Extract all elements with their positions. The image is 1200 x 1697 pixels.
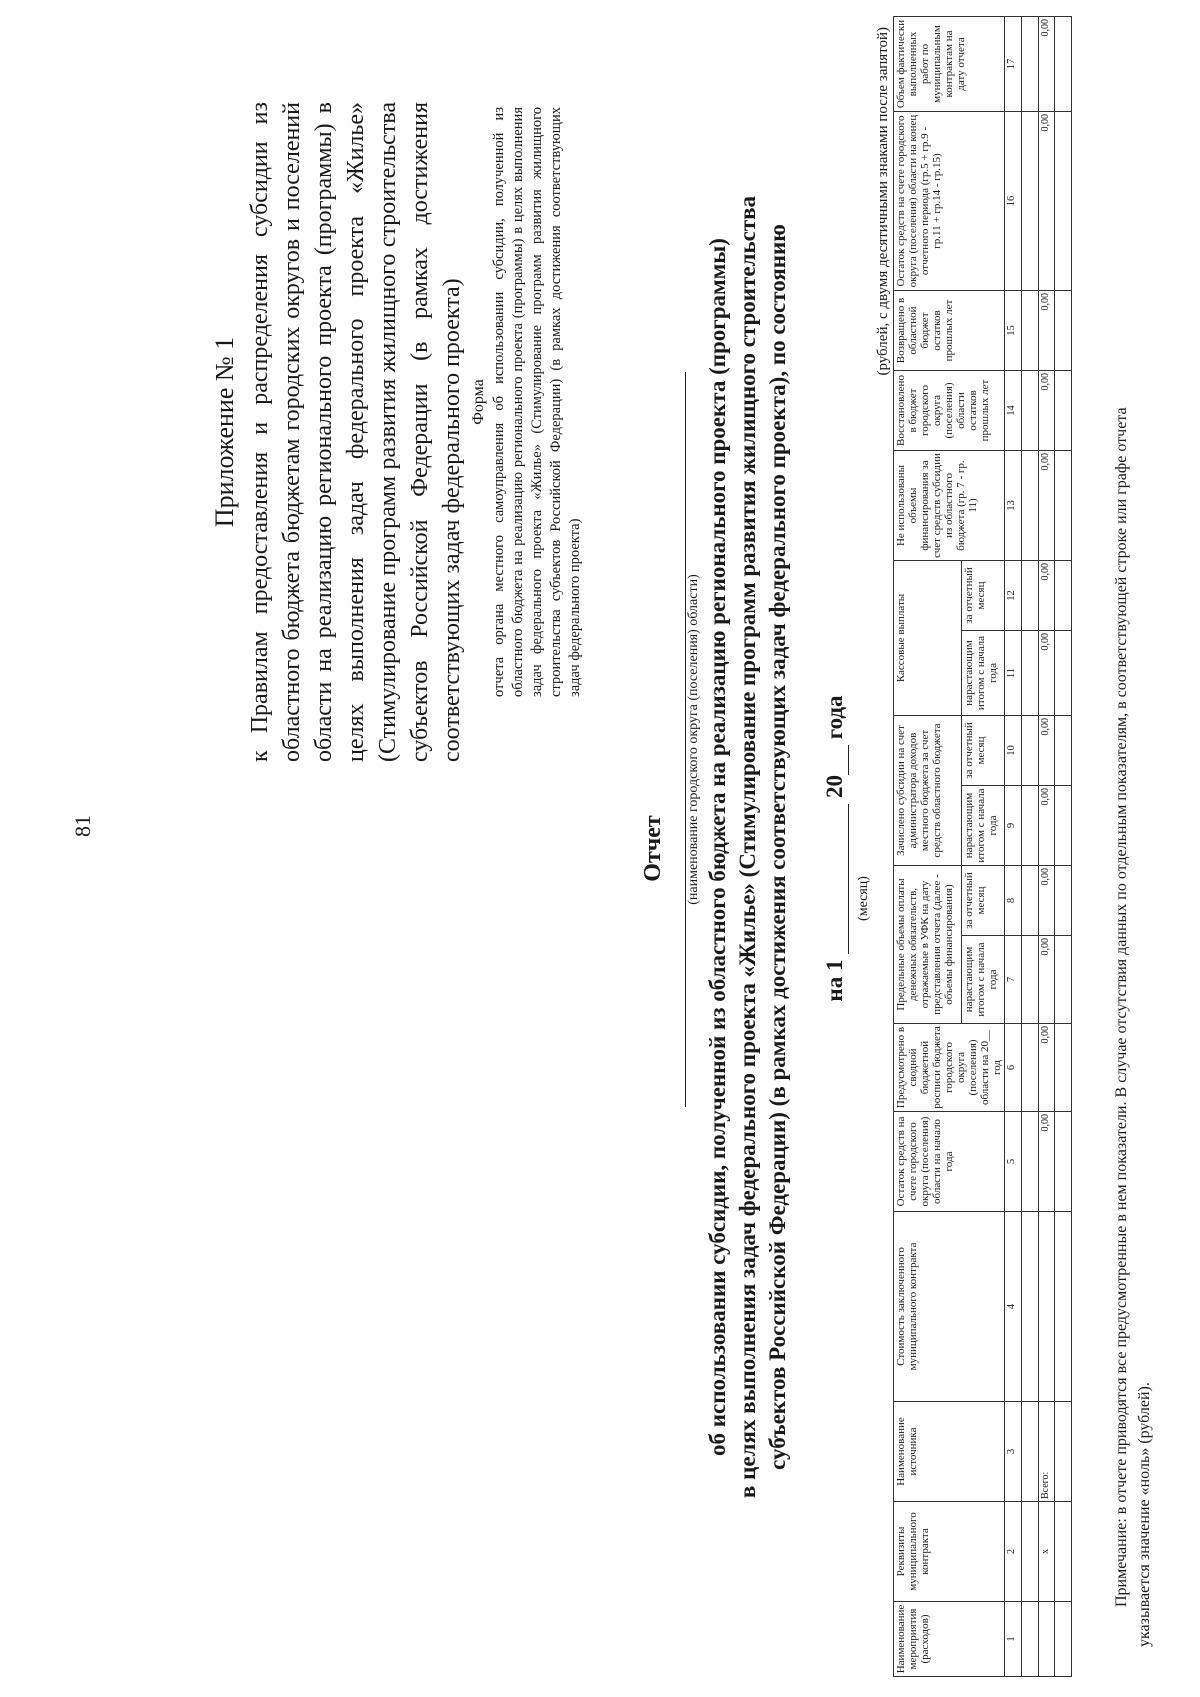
header-col-17: Объем фактически выполненных работ по муниципальным контрактам на дату отчета [894,17,1005,112]
col-number: 12 [1005,561,1022,631]
empty-cell [1055,451,1072,561]
empty-cell [1022,561,1039,631]
header-col-3: Наименование источника [894,1402,1005,1502]
empty-cell [1055,716,1072,786]
col-number: 8 [1005,866,1022,936]
header-col-2: Реквизиты муниципального контракта [894,1502,1005,1602]
header-col-15: Возвращено в областной бюджет остатков прошлых лет [894,291,1005,371]
header-col-4: Стоимость заключенного муниципального контракта [894,1212,1005,1402]
total-value: 0,00 [1039,451,1055,561]
col-number: 15 [1005,291,1022,371]
total-value: 0,00 [1039,631,1055,716]
total-row [1039,17,1055,1677]
empty-cell [1022,716,1039,786]
empty-cell [1055,936,1072,1024]
table-empty-row [1022,17,1039,1677]
total-cell [1039,1602,1055,1677]
empty-cell [1055,1602,1072,1677]
empty-cell [1055,371,1072,451]
subheader-col-7: нарастающим итогом с начала года [961,936,1004,1024]
header-col-6: Предусмотрено в сводной бюджетной росписи бюджета городского округа (поселения) области на 20__ год [894,1024,1005,1112]
empty-cell [1022,1024,1039,1112]
total-value: 0,00 [1039,112,1055,291]
form-description: отчета органа местного самоуправления об использовании субсидии, полученной из областного бюджета на реализацию регионального проекта (программы) в целях выполнения задач федерального проекта «Жилье» (Стимулирование программ развития жилищного строительства субъектов Российской Федерации) (в рамках достижения соответствующих задач федерального проекта) [491,107,583,697]
empty-cell [1055,561,1072,631]
header-col-16: Остаток средств на счете городского округа (поселения) области на конец отчетного периода (гр.5 + гр.9 - гр.11 + гр.14 - гр.15) [894,112,1005,291]
report-table [893,16,1072,1677]
total-value: 0,00 [1039,936,1055,1024]
empty-cell [1022,1402,1039,1502]
total-value: 0,00 [1039,786,1055,866]
empty-cell [1022,1112,1039,1212]
col-number: 17 [1005,17,1022,112]
date-on-label: на 1 [822,959,847,1002]
empty-cell [1055,1112,1072,1212]
empty-cell [1055,17,1072,112]
col-number: 5 [1005,1112,1022,1212]
header-group-9-10: Зачислено субсидии на счет администратора доходов местного бюджета за счет средств областного бюджета [894,716,962,866]
footnote-line-2: указывается значение «ноль» (рублей). [1136,1382,1153,1647]
empty-cell [1022,1212,1039,1402]
header-group-7-8: Предельные объемы оплаты денежных обязательств, отражаемые в УФК на дату представления отчета (далее - объемы финансирования) [894,866,962,1024]
form-block [470,107,585,697]
total-value: 0,00 [1039,1024,1055,1112]
empty-cell [1022,786,1039,866]
empty-cell [1055,112,1072,291]
report-title: Отчет [640,815,666,882]
footnote [1110,147,1156,1647]
total-label: Всего: [1039,1402,1055,1502]
form-title: Форма [470,379,487,425]
subheader-col-12: за отчетный месяц [961,561,1004,631]
appendix-title: Приложение № 1 [210,336,239,528]
year-word: года [822,695,847,740]
total-value: 0,00 [1039,1112,1055,1212]
empty-cell [1022,112,1039,291]
org-caption: (наименование городского округа (поселения) области) [686,574,701,905]
empty-cell [1055,866,1072,936]
empty-cell [1055,631,1072,716]
month-caption: (месяц) [856,876,871,921]
col-number: 1 [1005,1602,1022,1677]
subheader-col-10: за отчетный месяц [961,716,1004,786]
empty-cell [1022,631,1039,716]
report-heading-line-1: об использовании субсидии, полученной из областного бюджета на реализацию регионального проекта (программы) [705,238,730,1456]
column-number-row [1005,17,1022,1677]
report-date-line [822,0,849,1697]
empty-cell [1022,371,1039,451]
empty-cell [1022,936,1039,1024]
col-number: 6 [1005,1024,1022,1112]
empty-cell [1055,1402,1072,1502]
total-cell [1039,1212,1055,1402]
col-number: 10 [1005,716,1022,786]
total-cell: х [1039,1502,1055,1602]
empty-cell [1055,1212,1072,1402]
year-prefix: 20 [822,775,847,799]
footnote-line-1: Примечание: в отчете приводятся все предусмотренные в нем показатели. В случае отсутствия данных по отдельным показателям, в соответствующей строке или графе отчета [1113,407,1130,1607]
total-value: 0,00 [1039,561,1055,631]
appendix-text: к Правилам предоставления и распределения субсидии из областного бюджета бюджетам городских округов и поселений области на реализацию регионального проекта (программы) в целях выполнения задач федерального проекта «Жилье» (Стимулирование программ развития жилищного строительства субъектов Российской Федерации (в рамках достижения соответствующих задач федерального проекта) [247,102,465,762]
col-number: 9 [1005,786,1022,866]
total-value: 0,00 [1039,371,1055,451]
total-value: 0,00 [1039,866,1055,936]
total-value: 0,00 [1039,17,1055,112]
table-empty-row [1055,17,1072,1677]
header-col-13: Не использованы объемы финансирования за счет средств субсидии из областного бюджета (гр. 7 - гр. 11) [894,451,1005,561]
report-heading-line-3: субъектов Российской Федерации) (в рамках достижения соответствующих задач федерального проекта), по состоянию [765,224,790,1470]
header-col-1: Наименование мероприятия (расходов) [894,1602,1005,1677]
empty-cell [1022,17,1039,112]
empty-cell [1022,1602,1039,1677]
header-col-5: Остаток средств на счете городского округа (поселения) области на начало года [894,1112,1005,1212]
report-heading [703,57,793,1637]
subheader-col-11: нарастающим итогом с начала года [961,631,1004,716]
report-heading-line-2: в целях выполнения задач федерального проекта «Жилье» (Стимулирование программ развития жилищного строительства [735,195,760,1499]
col-number: 13 [1005,451,1022,561]
table-header-row [894,17,962,1677]
year-blank [822,745,849,775]
col-number: 2 [1005,1502,1022,1602]
col-number: 4 [1005,1212,1022,1402]
empty-cell [1055,786,1072,866]
header-col-14: Восстановлено в бюджет городского округа (поселения) области остатков прошлых лет [894,371,1005,451]
appendix-block [210,102,468,762]
page-number: 81 [70,815,95,837]
col-number: 14 [1005,371,1022,451]
empty-cell [1022,291,1039,371]
subheader-col-9: нарастающим итогом с начала года [961,786,1004,866]
total-value: 0,00 [1039,716,1055,786]
month-blank [822,804,849,954]
total-value: 0,00 [1039,291,1055,371]
header-group-11-12: Кассовые выплаты [894,561,962,716]
subheader-col-8: за отчетный месяц [961,866,1004,936]
col-number: 7 [1005,936,1022,1024]
empty-cell [1055,1502,1072,1602]
empty-cell [1055,1024,1072,1112]
empty-cell [1022,866,1039,936]
col-number: 3 [1005,1402,1022,1502]
col-number: 11 [1005,631,1022,716]
empty-cell [1022,1502,1039,1602]
units-caption: (рублей, с двумя десятичными знаками после запятой) [875,27,891,376]
empty-cell [1022,451,1039,561]
empty-cell [1055,291,1072,371]
col-number: 16 [1005,112,1022,291]
